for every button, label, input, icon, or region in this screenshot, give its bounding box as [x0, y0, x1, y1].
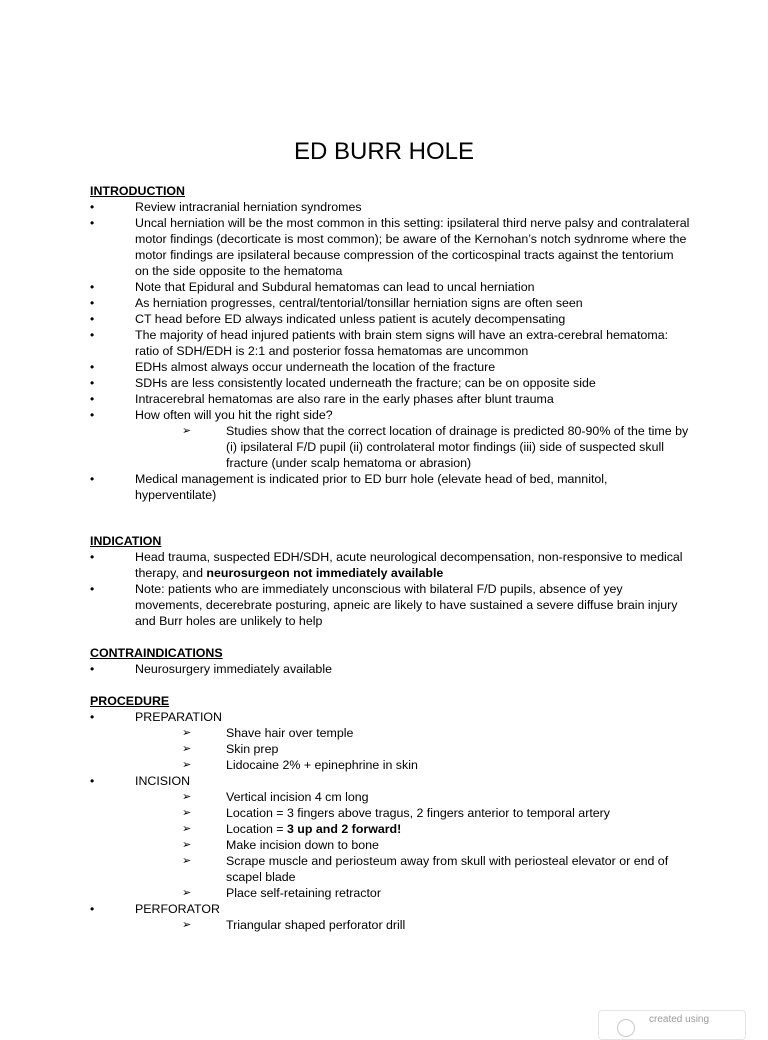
list-item: • EDHs almost always occur underneath the location of the fracture	[90, 359, 690, 375]
list-item-text: Head trauma, suspected EDH/SDH, acute neurological decompensation, non-responsive to medical therapy, and	[135, 550, 683, 580]
sub-list-item: ➢ Studies show that the correct location of drainage is predicted 80-90% of the time by (i) ipsilateral F/D pupil (ii) controlateral motor findings (iii) side of suspected skull fracture (under scalp hematoma or abrasion)	[90, 423, 690, 471]
list-item-preparation: • PREPARATION	[90, 709, 690, 725]
section-heading-introduction: INTRODUCTION	[90, 184, 185, 198]
section-heading-procedure: PROCEDURE	[90, 694, 170, 708]
sub-list-item: ➢ Triangular shaped perforator drill	[90, 917, 690, 933]
list-item: • Medical management is indicated prior to ED burr hole (elevate head of bed, mannitol, hyperventilate)	[90, 471, 690, 503]
list-item: • As herniation progresses, central/tentorial/tonsillar herniation signs are often seen	[90, 295, 690, 311]
list-item: • The majority of head injured patients with brain stem signs will have an extra-cerebral hematoma: ratio of SDH/EDH is 2:1 and posterior fossa hematomas are uncommon	[90, 327, 690, 359]
document-body	[90, 183, 690, 933]
sub-list-item: ➢ Lidocaine 2% + epinephrine in skin	[90, 757, 690, 773]
list-item: • Intracerebral hematomas are also rare in the early phases after blunt trauma	[90, 391, 690, 407]
sub-list-item	[90, 821, 690, 837]
created-using-badge[interactable]	[598, 1010, 746, 1040]
badge-label: created using	[649, 1014, 710, 1025]
list-item: • Uncal herniation will be the most common in this setting: ipsilateral third nerve palsy and contralateral motor findings (decorticate is most common); be aware of the Kernohan’s notch sydnrome where the motor findings are ipsilateral because compression of the corticospinal tracts against the tentorium on the side opposite to the hematoma	[90, 215, 690, 279]
sub-list-item: ➢ Make incision down to bone	[90, 837, 690, 853]
list-item: • Note: patients who are immediately unconscious with bilateral F/D pupils, absence of yey movements, decerebrate posturing, apneic are likely to have sustained a severe diffuse brain injury and Burr holes are unlikely to help	[90, 581, 690, 629]
list-item-incision: • INCISION	[90, 773, 690, 789]
list-item: • Neurosurgery immediately available	[90, 661, 690, 677]
section-heading-indication: INDICATION	[90, 534, 162, 548]
list-item: • CT head before ED always indicated unless patient is acutely decompensating	[90, 311, 690, 327]
document-title: ED BURR HOLE	[293, 138, 475, 165]
list-item: • Review intracranial herniation syndromes	[90, 199, 690, 215]
list-item: • Note that Epidural and Subdural hematomas can lead to uncal herniation	[90, 279, 690, 295]
sub-list-item-text: Location =	[226, 822, 287, 836]
sub-list-item: ➢ Vertical incision 4 cm long	[90, 789, 690, 805]
sub-list-item: ➢ Scrape muscle and periosteum away from skull with periosteal elevator or end of scapel blade	[90, 853, 690, 885]
list-item	[90, 549, 690, 581]
sub-list-item: ➢ Shave hair over temple	[90, 725, 690, 741]
list-item: • How often will you hit the right side?	[90, 407, 690, 423]
list-item: • SDHs are less consistently located underneath the fracture; can be on opposite side	[90, 375, 690, 391]
section-heading-contraindications: CONTRAINDICATIONS	[90, 646, 223, 660]
sub-list-item: ➢ Skin prep	[90, 741, 690, 757]
sub-list-item: ➢ Location = 3 fingers above tragus, 2 fingers anterior to temporal artery	[90, 805, 690, 821]
list-item-perforator: • PERFORATOR	[90, 901, 690, 917]
sub-list-item-emphasis: 3 up and 2 forward!	[286, 822, 402, 836]
logo-icon	[617, 1019, 635, 1037]
list-item-emphasis: neurosurgeon not immediately available	[206, 566, 444, 580]
sub-list-item: ➢ Place self-retaining retractor	[90, 885, 690, 901]
